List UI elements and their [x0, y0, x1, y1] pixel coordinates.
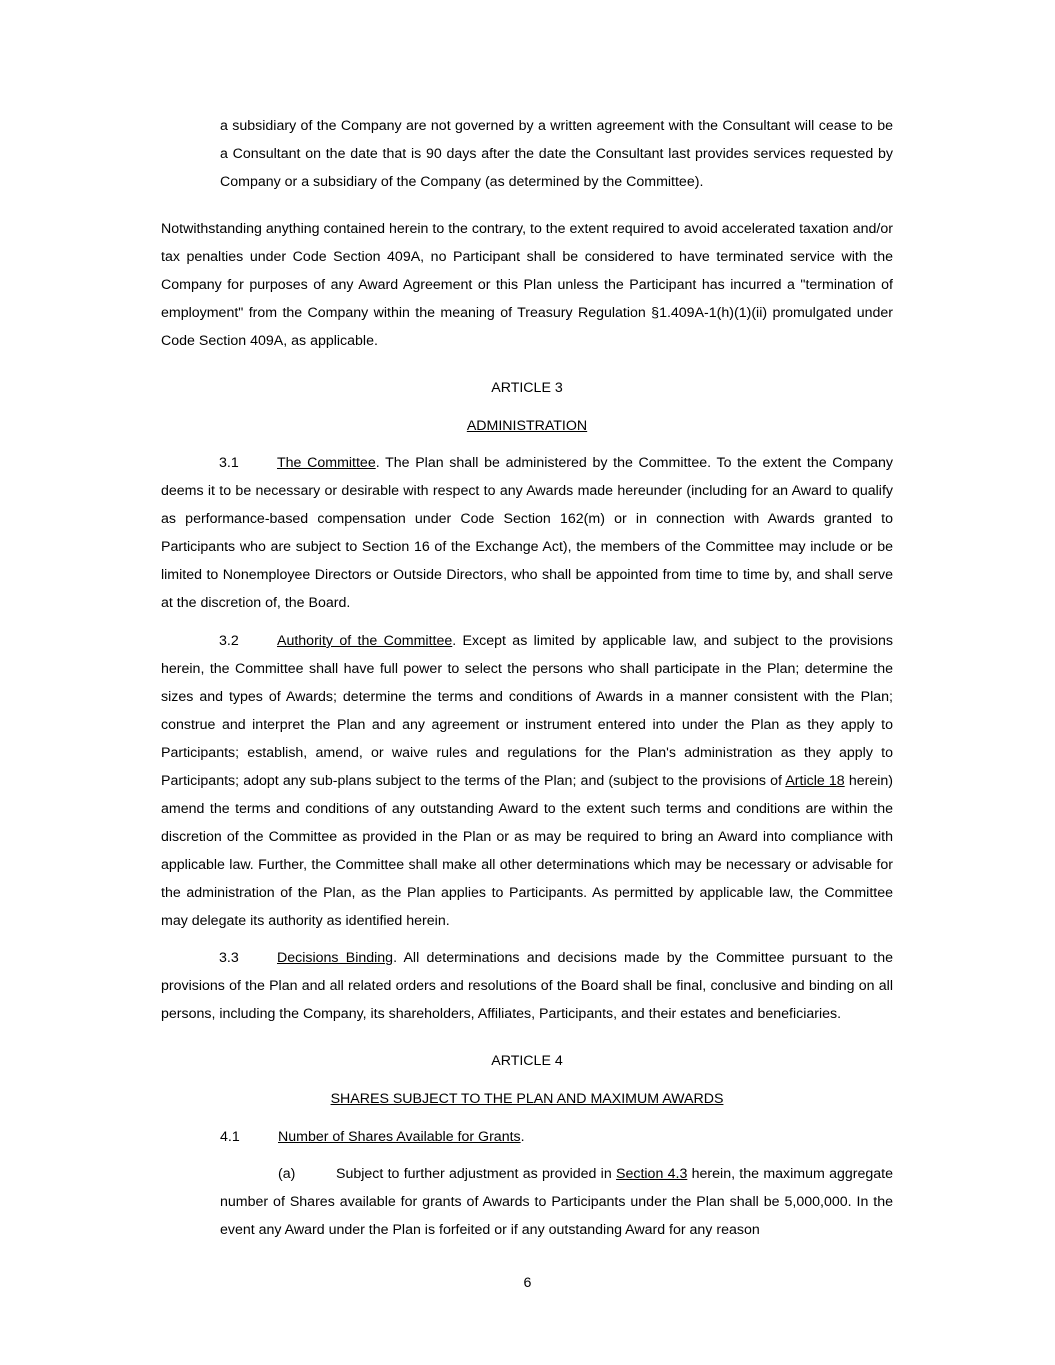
section-title: Authority of the Committee [277, 633, 453, 649]
notwithstanding-paragraph [161, 215, 893, 355]
subsection-4-1-a [220, 1160, 893, 1244]
section-4-1-heading: 4.1 Number of Shares Available for Grants. [220, 1126, 893, 1148]
article-3-label: ARTICLE 3 [491, 380, 563, 396]
subsection-number: (a) [278, 1166, 296, 1182]
section-4-3-reference: Section 4.3 [616, 1166, 688, 1182]
intro-paragraph [220, 112, 893, 196]
section-number: 3.2 [219, 633, 239, 649]
article-4-title: SHARES SUBJECT TO THE PLAN AND MAXIMUM AWARDS [330, 1091, 724, 1107]
notwithstanding-text: Notwithstanding anything contained herein to the contrary, to the extent required to avoid accelerated taxation and/or tax penalties under Code Section 409A, no Participant shall be considered to have terminated service with the Company for purposes of any Award Agreement or this Plan unless the Participant has incurred a "termination of employment" from the Company within the meaning of Treasury Regulation §1.409A-1(h)(1)(ii) promulgated under Code Section 409A, as applicable. [161, 221, 893, 349]
article-18-reference: Article 18 [785, 773, 845, 789]
subsection-body-continued: herein, the maximum aggregate number of Shares available for grants of Awards to Participants under the Plan shall be 5,000,000. In the event any Award under the Plan is forfeited or if any outstanding Award for any reason [220, 1166, 893, 1238]
section-number: 4.1 [220, 1129, 240, 1145]
section-3-2 [161, 627, 893, 935]
article-4-label: ARTICLE 4 [491, 1053, 563, 1069]
section-title: Number of Shares Available for Grants [278, 1129, 521, 1145]
section-number: 3.1 [219, 455, 239, 471]
section-body: . Except as limited by applicable law, and subject to the provisions herein, the Committee shall have full power to select the persons who shall participate in the Plan; determine the sizes and types of Awards; determine the terms and conditions of Awards in a manner consistent with the Plan; construe and interpret the Plan and any agreement or instrument entered into under the Plan as they apply to Participants; establish, amend, or waive rules and regulations for the Plan's administration as they apply to Participants; adopt any sub-plans subject to the terms of the Plan; and (subject to the provisions of [161, 633, 893, 789]
section-number: 3.3 [219, 950, 239, 966]
section-3-1 [161, 449, 893, 617]
section-title: Decisions Binding [277, 950, 394, 966]
article-3-title: ADMINISTRATION [466, 418, 588, 434]
page-number: 6 [523, 1275, 532, 1291]
subsection-body: Subject to further adjustment as provided in [336, 1166, 617, 1182]
section-3-3 [161, 944, 893, 1028]
intro-text: a subsidiary of the Company are not governed by a written agreement with the Consultant will cease to be a Consultant on the date that is 90 days after the date the Consultant last provides services requested by Company or a subsidiary of the Company (as determined by the Committee). [220, 118, 893, 190]
section-body: . All determinations and decisions made by the Committee pursuant to the provisions of the Plan and all related orders and resolutions of the Board shall be final, conclusive and binding on all persons, including the Company, its shareholders, Affiliates, Participants, and their estates and beneficiaries. [161, 950, 893, 1022]
section-body-continued: herein) amend the terms and conditions of any outstanding Award to the extent such terms and conditions are within the discretion of the Committee as provided in the Plan or as may be required to bring an Award into compliance with applicable law. Further, the Committee shall make all other determinations which may be necessary or advisable for the administration of the Plan, as the Plan applies to Participants. As permitted by applicable law, the Committee may delegate its authority as identified herein. [161, 773, 893, 929]
section-title: The Committee [277, 455, 376, 471]
section-body: . The Plan shall be administered by the Committee. To the extent the Company deems it to be necessary or desirable with respect to any Awards made hereunder (including for an Award to qualify as performance-based compensation under Code Section 162(m) or in connection with Awards granted to Participants who are subject to Section 16 of the Exchange Act), the members of the Committee may include or be limited to Nonemployee Directors or Outside Directors, who shall be appointed from time to time by, and shall serve at the discretion of, the Board. [161, 455, 893, 611]
